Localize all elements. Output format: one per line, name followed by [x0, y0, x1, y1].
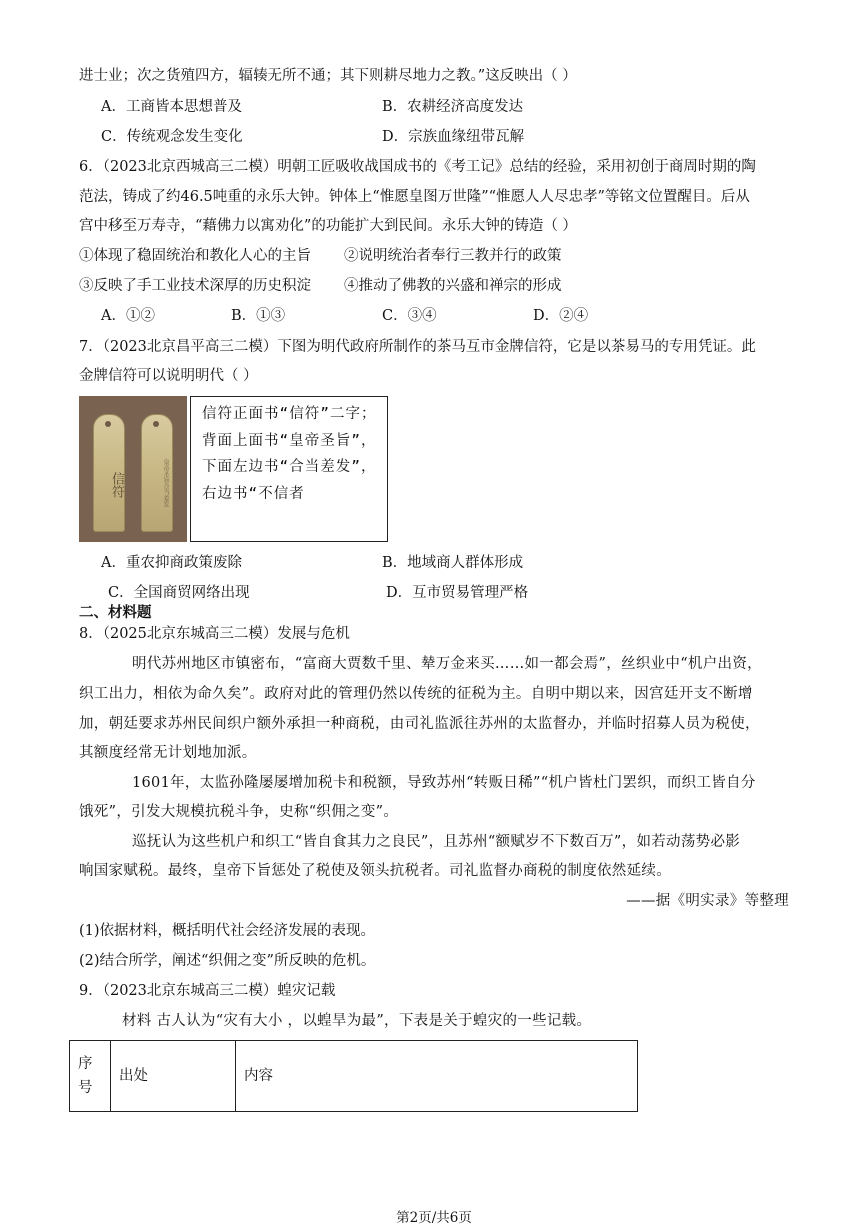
q7-stem-line1: 7．（2023北京昌平高三二模）下图为明代政府所制作的茶马互市金牌信符，它是以茶易马的专用凭证。此: [79, 339, 756, 355]
q8-para2-line1: 1601年，太监孙隆屡屡增加税卡和税额，导致苏州“转贩日稀”“机户皆杜门罢织，而织工皆自分: [132, 775, 756, 791]
q7-stem-line2: 金牌信符可以说明明代（ ）: [79, 368, 258, 384]
q8-para2-line2: 饿死”，引发大规模抗税斗争，史称“织佣之变”。: [79, 804, 399, 820]
q8-para1-line2: 织工出力，相依为命久矣”。政府对此的管理仍然以传统的征税为主。自明中期以来，因宫廷开支不断增: [79, 686, 753, 702]
q7-option-a[interactable]: A．重农抑商政策废除: [101, 555, 242, 571]
table-row: [70, 1041, 638, 1112]
q8-para1-line4: 其额度经常无计划地加派。: [79, 745, 257, 761]
tablet-front: [93, 414, 125, 532]
locust-records-table: [69, 1040, 638, 1112]
q6-option-c[interactable]: C．③④: [382, 308, 437, 324]
q6-stem-line2: 范法，铸成了约46.5吨重的永乐大钟。钟体上“惟愿皇图万世隆”“惟愿人人尽忠孝”等铭文位置醒目。后从: [79, 189, 750, 205]
q6-item-3: ③反映了手工业技术深厚的历史积淀: [79, 278, 311, 294]
q7-figure: [79, 396, 389, 542]
header-source: 出处: [111, 1041, 236, 1112]
q5-option-d[interactable]: D．宗族血缘纽带瓦解: [382, 129, 525, 145]
q6-item-1: ①体现了稳固统治和教化人心的主旨: [79, 248, 311, 264]
tablet-front-glyph: 信符: [109, 472, 124, 498]
q9-title: 9．（2023北京东城高三二模）蝗灾记载: [79, 983, 336, 999]
q5-option-b[interactable]: B．农耕经济高度发达: [382, 99, 524, 115]
q8-para3-line2: 响国家赋税。最终，皇帝下旨惩处了税使及领头抗税者。司礼监督办商税的制度依然延续。: [79, 863, 671, 879]
section-heading: 二、材料题: [79, 604, 152, 621]
q5-option-a[interactable]: A．工商皆本思想普及: [101, 99, 242, 115]
q8-para3-line1: 巡抚认为这些机户和织工“皆自食其力之良民”，且苏州“额赋岁不下数百万”，如若动荡势必影: [132, 834, 741, 850]
header-index: 序号: [70, 1041, 111, 1112]
q6-stem-line1: 6．（2023北京西城高三二模）明朝工匠吸收战国成书的《考工记》总结的经验，采用初创于商周时期的陶: [79, 159, 756, 175]
tablet-caption-box: 信符正面书“信符”二字；背面上面书“皇帝圣旨”，下面左边书“合当差发”，右边书“不信者: [190, 396, 388, 542]
q8-sub1: (1)依据材料，概括明代社会经济发展的表现。: [79, 923, 376, 939]
q6-item-2: ②说明统治者奉行三教并行的政策: [344, 248, 562, 264]
tablet-back-glyph: 皇帝圣旨合当差发: [162, 459, 169, 507]
q7-option-b[interactable]: B．地域商人群体形成: [382, 555, 524, 571]
q6-option-a[interactable]: A．①②: [101, 308, 155, 324]
q8-para1-line3: 加，朝廷要求苏州民间织户额外承担一种商税，由司礼监派往苏州的太监督办，并临时招募人员为税使，: [79, 716, 760, 732]
page-footer: 第2页/共6页: [396, 1210, 472, 1226]
q9-intro: 材料 古人认为“灾有大小 ，以蝗旱为最”，下表是关于蝗灾的一些记载。: [122, 1013, 592, 1029]
q7-option-c[interactable]: C．全国商贸网络出现: [108, 585, 250, 601]
q8-source: ——据《明实录》等整理: [626, 893, 789, 909]
q8-sub2: (2)结合所学，阐述“织佣之变”所反映的危机。: [79, 953, 376, 969]
q6-item-4: ④推动了佛教的兴盛和禅宗的形成: [344, 278, 562, 294]
q6-stem-line3: 宫中移至万寿寺，“藉佛力以寓劝化”的功能扩大到民间。永乐大钟的铸造（ ）: [79, 218, 577, 234]
gold-tablet-photo: [79, 396, 187, 542]
q8-para1-line1: 明代苏州地区市镇密布，“富商大贾数千里、辇万金来买……如一都会焉”，丝织业中“机户出资，: [132, 656, 762, 672]
q5-option-c[interactable]: C．传统观念发生变化: [101, 129, 243, 145]
q7-option-d[interactable]: D．互市贸易管理严格: [386, 585, 529, 601]
q6-option-b[interactable]: B．①③: [231, 308, 286, 324]
q5-stem-tail: 进士业；次之货殖四方，辐辏无所不通；其下则耕尽地力之教。”这反映出（ ）: [79, 68, 577, 84]
tablet-back: [141, 414, 173, 532]
q6-option-d[interactable]: D．②④: [533, 308, 589, 324]
q8-title: 8．（2025北京东城高三二模）发展与危机: [79, 626, 350, 642]
header-content: 内容: [236, 1041, 638, 1112]
